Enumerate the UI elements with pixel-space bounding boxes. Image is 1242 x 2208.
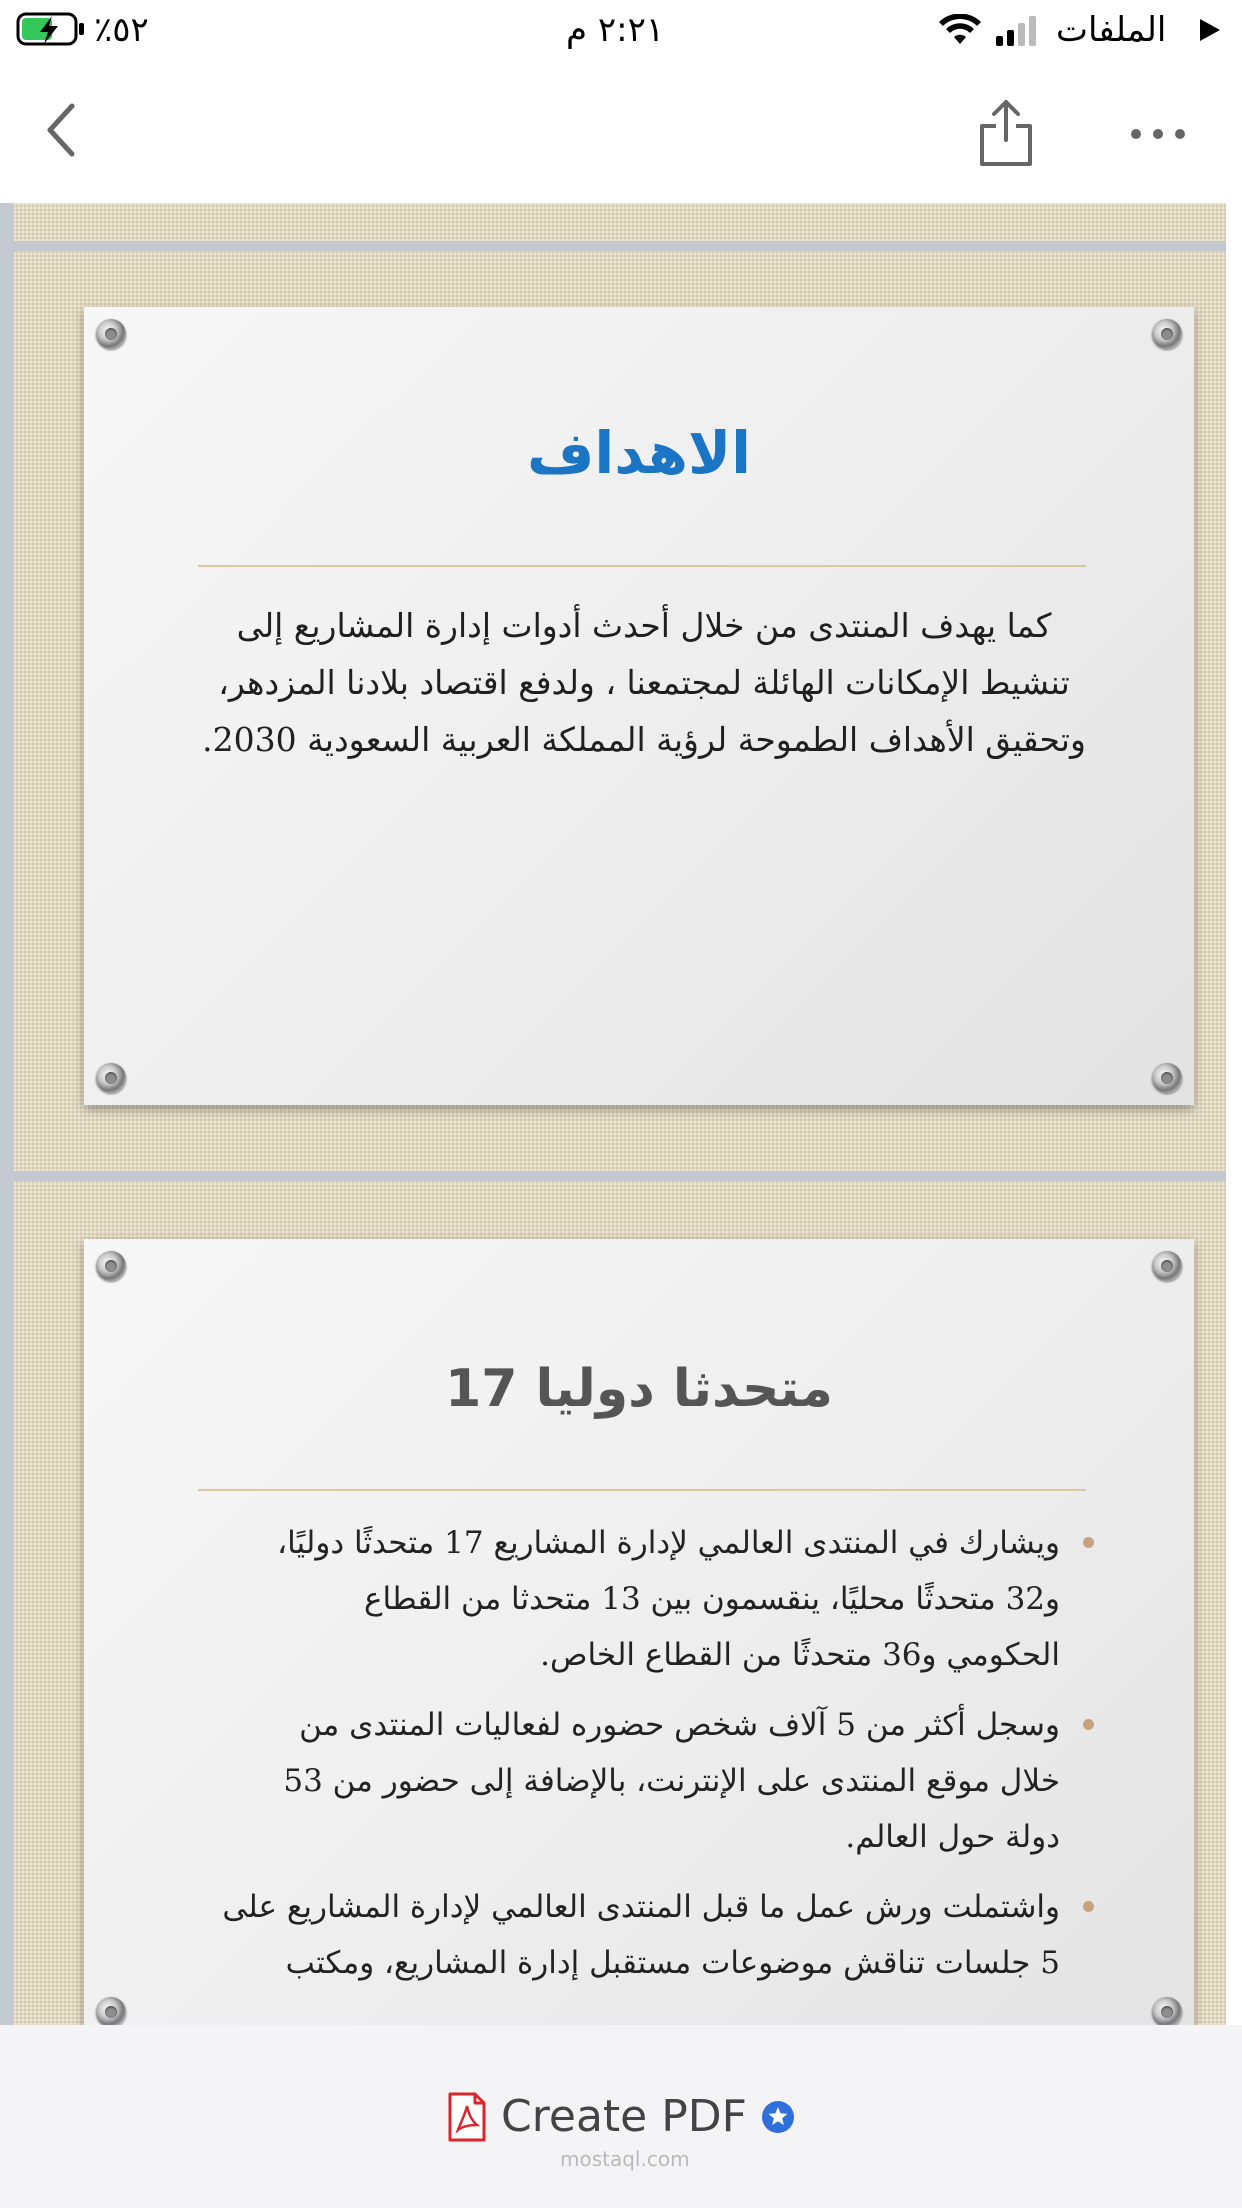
battery-percentage: ٪٥٢ bbox=[94, 10, 149, 50]
bullet-line: الحكومي و36 متحدثًا من القطاع الخاص. bbox=[540, 1637, 1060, 1673]
share-icon[interactable] bbox=[976, 96, 1036, 168]
rivet-icon bbox=[96, 319, 126, 349]
rivet-icon bbox=[96, 1063, 126, 1093]
body-line: تنشيط الإمكانات الهائلة لمجتمعنا ، ولدفع اقتصاد بلادنا المزدهر، bbox=[218, 663, 1070, 702]
bullet-line: و32 متحدثًا محليًا، ينقسمون بين 13 متحدثا من القطاع bbox=[364, 1581, 1060, 1617]
signal-icon bbox=[994, 14, 1042, 46]
slide-title: متحدثا دوليا 17 bbox=[445, 1359, 833, 1419]
slide-2 bbox=[14, 1181, 1226, 2025]
body-line: وتحقيق الأهداف الطموحة لرؤية المملكة العربية السعودية 2030. bbox=[202, 720, 1086, 759]
slide-1-card bbox=[84, 307, 1194, 1105]
rivet-icon bbox=[1152, 1063, 1182, 1093]
bullet-line: واشتملت ورش عمل ما قبل المنتدى العالمي لإدارة المشاريع على bbox=[222, 1889, 1060, 1925]
slide-divider bbox=[14, 1171, 1226, 1181]
bullet-dot-icon bbox=[1083, 1719, 1094, 1730]
bullet-item bbox=[194, 1515, 1094, 1683]
star-badge-icon bbox=[761, 2100, 795, 2134]
page-edge bbox=[0, 203, 14, 2025]
status-bar bbox=[0, 0, 1242, 60]
rivet-icon bbox=[1152, 1997, 1182, 2025]
bullet-item bbox=[194, 1879, 1094, 1991]
rivet-icon bbox=[96, 1997, 126, 2025]
back-to-app-label[interactable]: الملفات bbox=[1056, 10, 1167, 50]
nav-bar bbox=[0, 60, 1242, 203]
bullet-item bbox=[194, 1697, 1094, 1865]
create-pdf-label: Create PDF bbox=[501, 2091, 747, 2142]
body-line: كما يهدف المنتدى من خلال أحدث أدوات إدارة المشاريع إلى bbox=[236, 606, 1052, 645]
wifi-icon bbox=[938, 14, 982, 48]
rivet-icon bbox=[1152, 1251, 1182, 1281]
create-pdf-button[interactable] bbox=[0, 2025, 1242, 2208]
bullet-line: خلال موقع المنتدى على الإنترنت، بالإضافة إلى حضور من 53 bbox=[283, 1763, 1060, 1799]
slide-body bbox=[194, 597, 1094, 768]
battery-icon bbox=[16, 12, 88, 48]
bullet-line: ويشارك في المنتدى العالمي لإدارة المشاريع 17 متحدثًا دوليًا، bbox=[277, 1525, 1060, 1561]
document-viewer[interactable] bbox=[0, 203, 1242, 2025]
slide-divider bbox=[14, 241, 1226, 251]
slide-2-card bbox=[84, 1239, 1194, 2025]
ellipsis-icon[interactable] bbox=[1130, 126, 1186, 142]
bottom-toolbar bbox=[0, 2025, 1242, 2208]
rivet-icon bbox=[1152, 319, 1182, 349]
bullet-line: وسجل أكثر من 5 آلاف شخص حضوره لفعاليات المنتدى من bbox=[299, 1707, 1060, 1743]
title-divider bbox=[198, 1489, 1086, 1491]
bullet-line: دولة حول العالم. bbox=[845, 1819, 1060, 1855]
bullet-line: 5 جلسات تناقش موضوعات مستقبل إدارة المشاريع، ومكتب bbox=[285, 1945, 1060, 1981]
clock: ٢:٢١ م bbox=[566, 10, 665, 50]
play-back-icon[interactable] bbox=[1196, 16, 1224, 44]
rivet-icon bbox=[96, 1251, 126, 1281]
previous-slide-bottom bbox=[14, 203, 1226, 241]
slide-1 bbox=[14, 251, 1226, 1171]
acrobat-pdf-icon bbox=[447, 2092, 487, 2142]
bullet-dot-icon bbox=[1083, 1901, 1094, 1912]
title-divider bbox=[198, 565, 1086, 567]
watermark: mostaql.com bbox=[560, 2147, 690, 2171]
slide-title: الاهداف bbox=[526, 419, 752, 487]
chevron-left-icon[interactable] bbox=[42, 100, 82, 160]
bullet-dot-icon bbox=[1083, 1537, 1094, 1548]
bullet-list bbox=[194, 1515, 1094, 2005]
